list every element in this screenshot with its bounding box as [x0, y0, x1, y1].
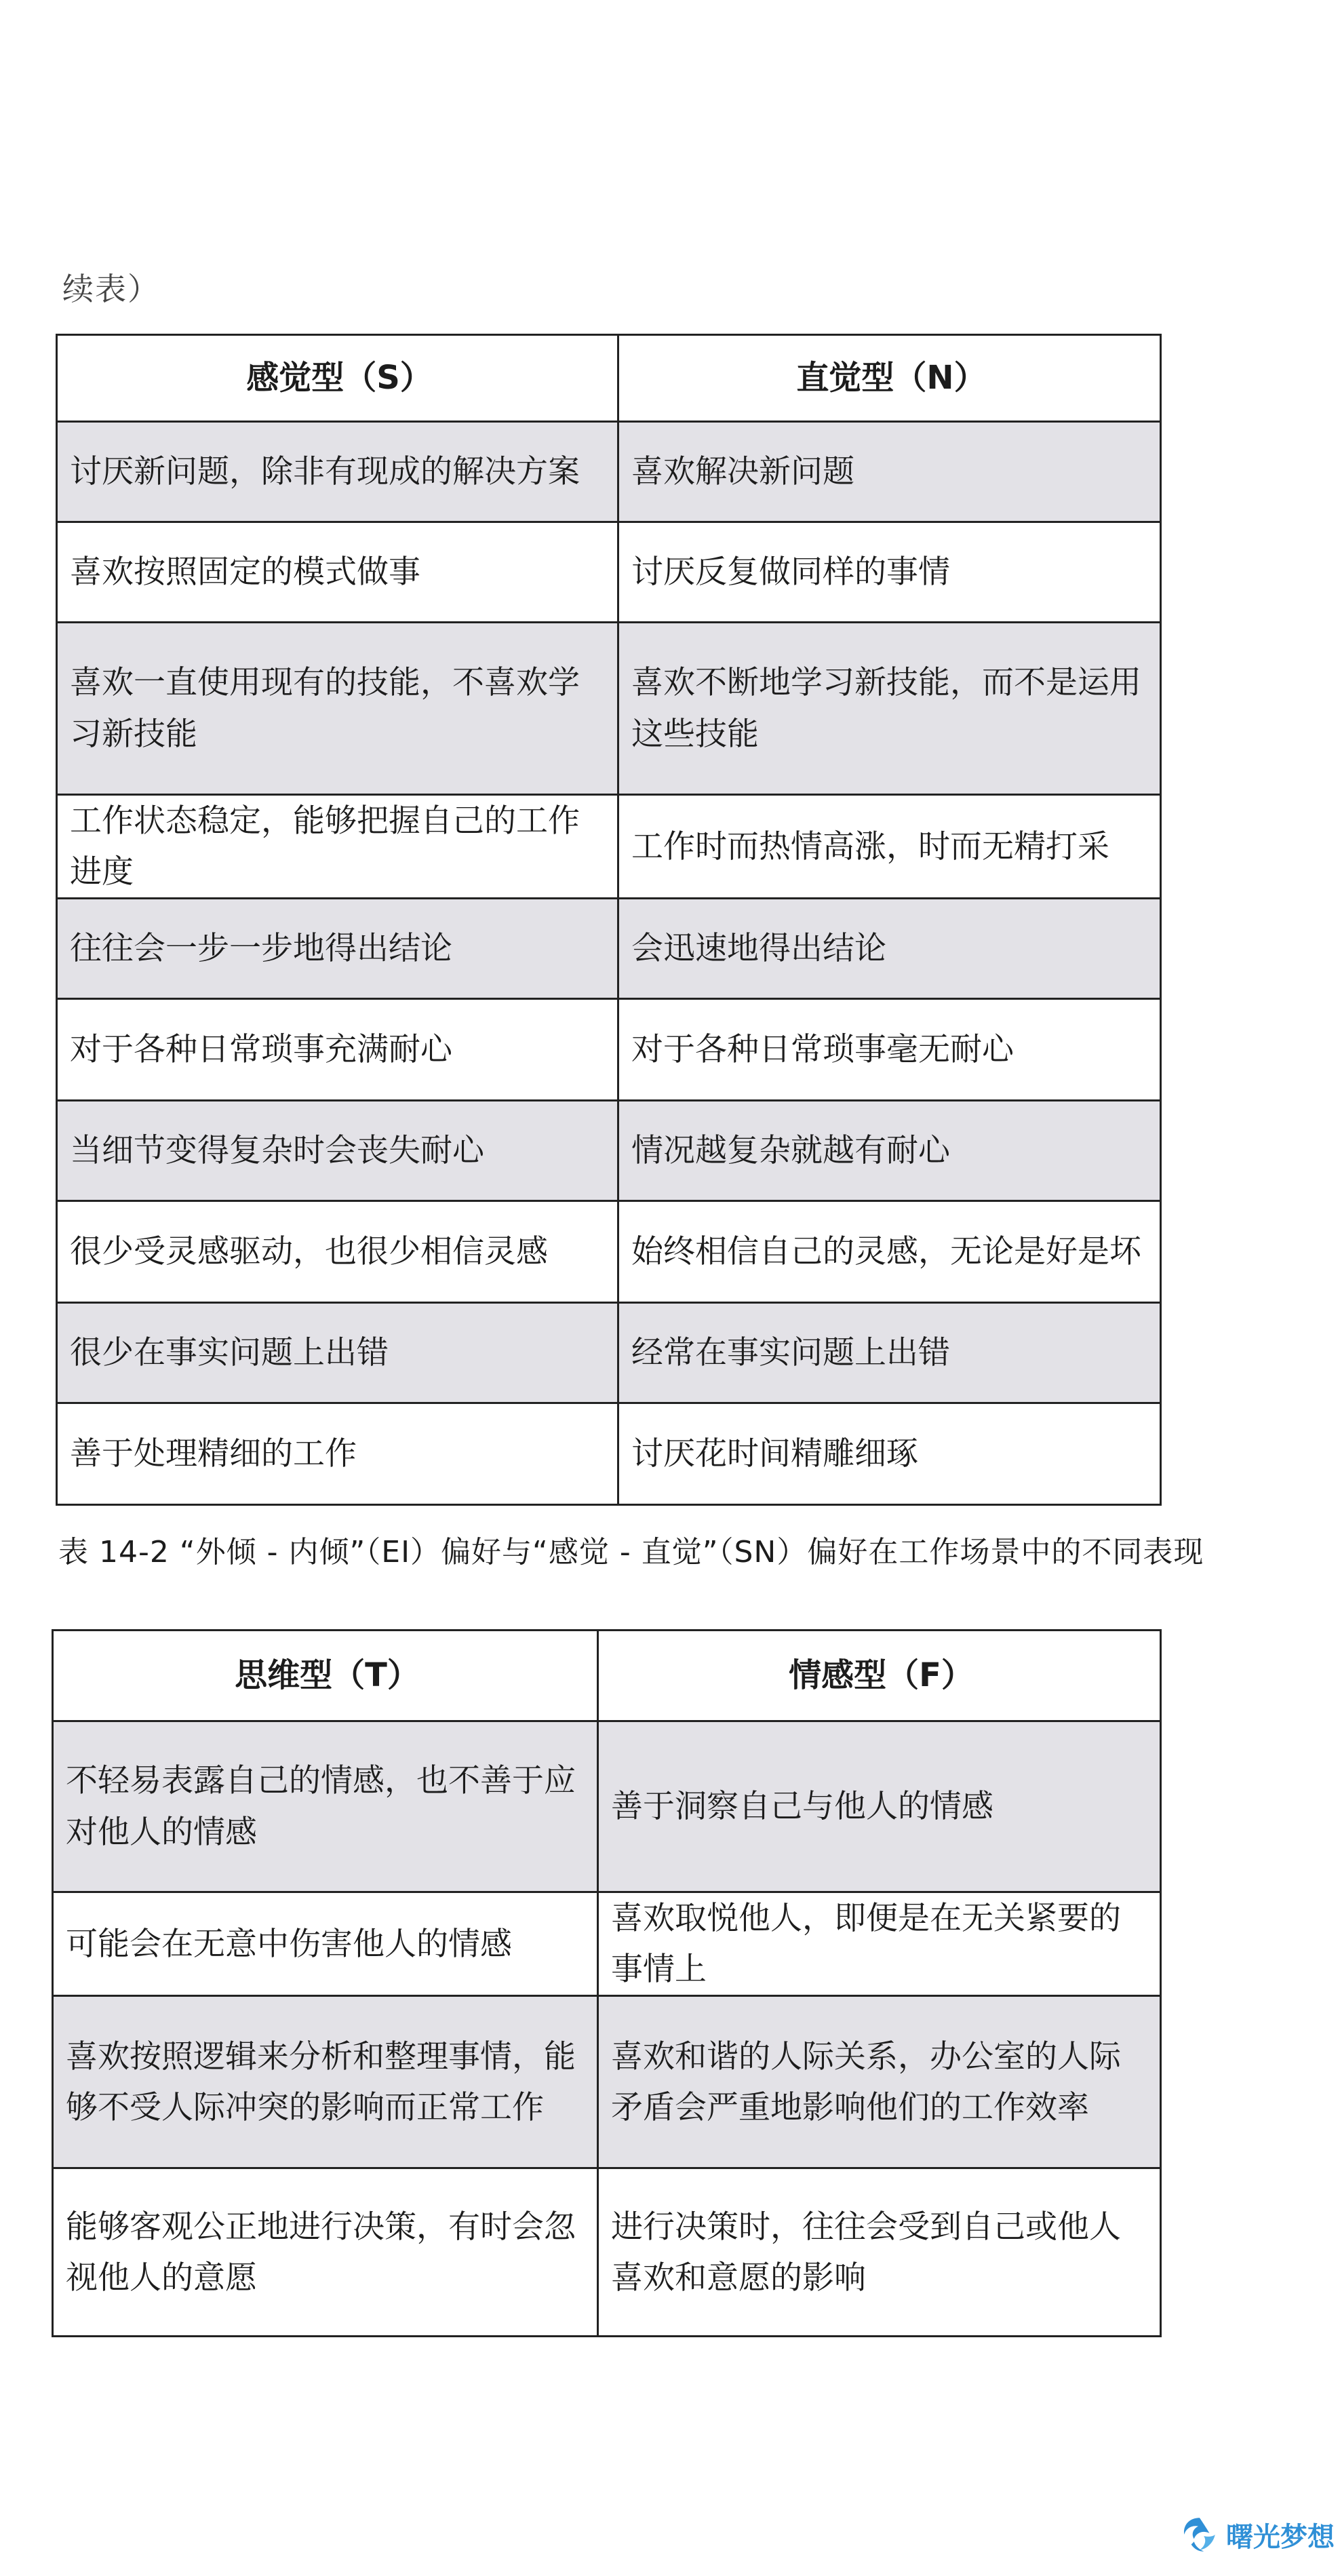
table-row [57, 999, 1161, 1101]
table-row [57, 1201, 1161, 1303]
table-cell: 很少受灵感驱动，也很少相信灵感 [57, 1201, 618, 1303]
table-cell: 工作时而热情高涨，时而无精打采 [618, 795, 1161, 899]
table-cell: 能够客观公正地进行决策，有时会忽视他人的意愿 [53, 2168, 598, 2337]
table-row [53, 1892, 1161, 1996]
watermark-text: 曙光梦想 [1226, 2521, 1335, 2553]
header-intuition: 直觉型（N） [618, 335, 1161, 422]
table-row [57, 795, 1161, 899]
table-row [57, 1303, 1161, 1403]
table-cell: 对于各种日常琐事毫无耐心 [618, 999, 1161, 1101]
table-cell: 情况越复杂就越有耐心 [618, 1101, 1161, 1201]
table-cell: 很少在事实问题上出错 [57, 1303, 618, 1403]
table-cell: 讨厌新问题，除非有现成的解决方案 [57, 422, 618, 522]
table-row [53, 1996, 1161, 2168]
table-row [57, 1403, 1161, 1505]
table-row [57, 522, 1161, 623]
continued-label: 续表） [62, 271, 160, 307]
table-cell: 经常在事实问题上出错 [618, 1303, 1161, 1403]
table-cell: 喜欢取悦他人，即便是在无关紧要的事情上 [598, 1892, 1161, 1996]
table-cell: 对于各种日常琐事充满耐心 [57, 999, 618, 1101]
table-cell: 善于洞察自己与他人的情感 [598, 1721, 1161, 1892]
header-thinking: 思维型（T） [53, 1631, 598, 1721]
table-cell: 喜欢不断地学习新技能，而不是运用这些技能 [618, 623, 1161, 795]
header-feeling: 情感型（F） [598, 1631, 1161, 1721]
sensing-intuition-table [56, 334, 1162, 1506]
table-header-row [57, 335, 1161, 422]
table-cell: 讨厌花时间精雕细琢 [618, 1403, 1161, 1505]
table-cell: 可能会在无意中伤害他人的情感 [53, 1892, 598, 1996]
swirl-logo-icon [1179, 2514, 1221, 2556]
watermark-logo [1179, 2514, 1335, 2556]
table-row [57, 422, 1161, 522]
table-header-row [53, 1631, 1161, 1721]
table-cell: 始终相信自己的灵感，无论是好是坏 [618, 1201, 1161, 1303]
table-cell: 善于处理精细的工作 [57, 1403, 618, 1505]
table-cell: 往往会一步一步地得出结论 [57, 899, 618, 999]
table-cell: 喜欢一直使用现有的技能，不喜欢学习新技能 [57, 623, 618, 795]
table-cell: 会迅速地得出结论 [618, 899, 1161, 999]
table-cell: 不轻易表露自己的情感，也不善于应对他人的情感 [53, 1721, 598, 1892]
table-cell: 喜欢按照固定的模式做事 [57, 522, 618, 623]
table-caption: 表 14-2 “外倾 - 内倾”（EI）偏好与“感觉 - 直觉”（SN）偏好在工作场景中的不同表现 [58, 1535, 1204, 1569]
table-cell: 进行决策时，往往会受到自己或他人喜欢和意愿的影响 [598, 2168, 1161, 2337]
table-cell: 工作状态稳定，能够把握自己的工作进度 [57, 795, 618, 899]
table-cell: 喜欢和谐的人际关系，办公室的人际矛盾会严重地影响他们的工作效率 [598, 1996, 1161, 2168]
table-row [53, 1721, 1161, 1892]
table-row [57, 899, 1161, 999]
table-row [57, 1101, 1161, 1201]
table-row [53, 2168, 1161, 2337]
table-cell: 当细节变得复杂时会丧失耐心 [57, 1101, 618, 1201]
table-cell: 喜欢解决新问题 [618, 422, 1161, 522]
table-cell: 讨厌反复做同样的事情 [618, 522, 1161, 623]
header-sensing: 感觉型（S） [57, 335, 618, 422]
table-row [57, 623, 1161, 795]
table-cell: 喜欢按照逻辑来分析和整理事情，能够不受人际冲突的影响而正常工作 [53, 1996, 598, 2168]
thinking-feeling-table [52, 1629, 1162, 2337]
